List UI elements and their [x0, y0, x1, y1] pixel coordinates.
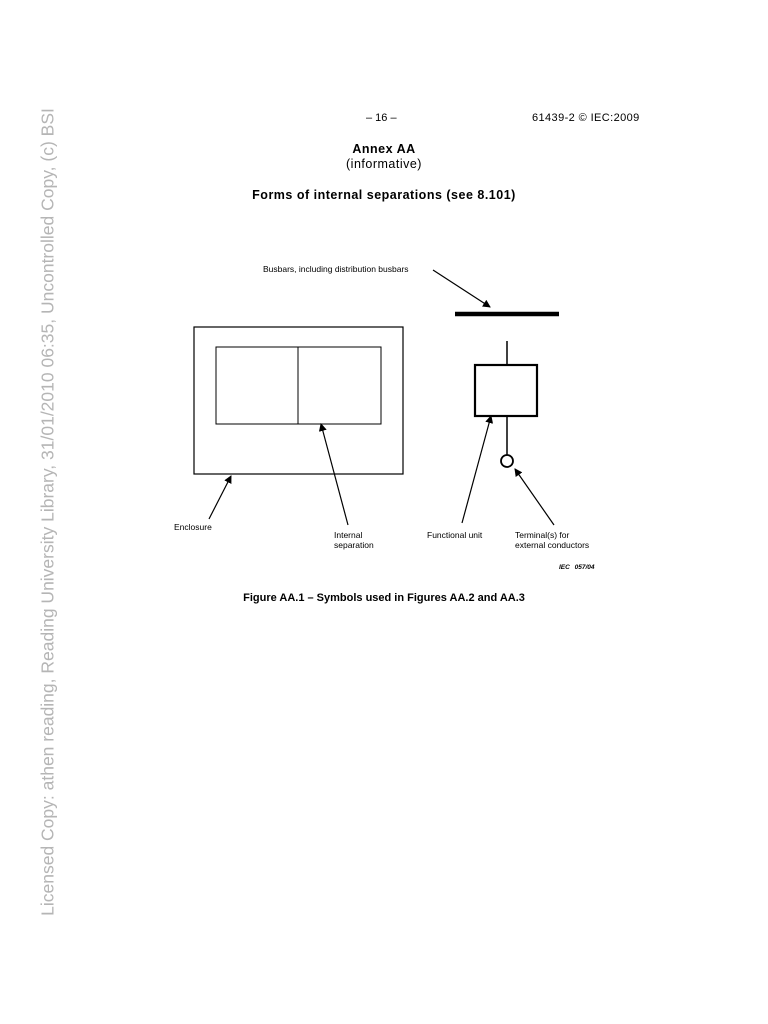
standard-reference: 61439-2 © IEC:2009	[532, 112, 640, 124]
enclosure-leader-arrow	[209, 476, 231, 519]
functional-unit-label: Functional unit	[427, 530, 483, 540]
terminal-leader-arrow	[515, 469, 554, 525]
busbars-leader-arrow	[433, 270, 490, 307]
terminals-label: Terminal(s) for external conductors	[515, 530, 590, 550]
page-number: – 16 –	[366, 112, 397, 124]
internal-separation-label: Internal separation	[334, 530, 374, 550]
watermark: Licensed Copy: athen reading, Reading University Library, 31/01/2010 06:35, Uncontrolled Copy, (c) BSI	[37, 108, 58, 916]
iec-figure-code: IEC 057/04	[559, 564, 595, 571]
functional-unit-leader-arrow	[462, 416, 491, 523]
annex-subtitle: (informative)	[346, 157, 422, 171]
terminal-symbol	[501, 455, 513, 467]
enclosure-label: Enclosure	[174, 522, 212, 532]
functional-unit-symbol	[475, 365, 537, 416]
annex-title: Annex AA	[352, 142, 416, 156]
busbars-label: Busbars, including distribution busbars	[263, 264, 409, 274]
section-title: Forms of internal separations (see 8.101)	[252, 188, 516, 202]
figure-caption: Figure AA.1 – Symbols used in Figures AA.2 and AA.3	[243, 592, 525, 604]
